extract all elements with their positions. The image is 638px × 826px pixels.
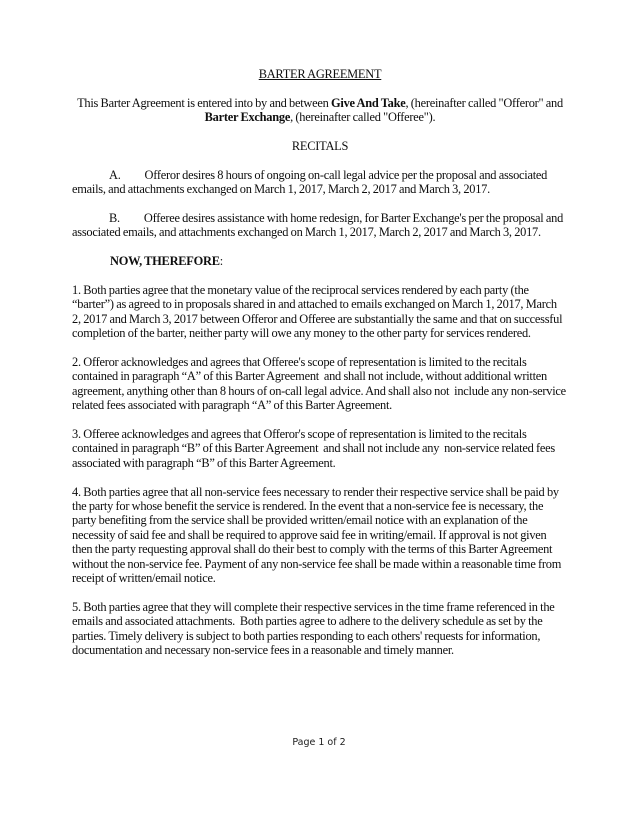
intro-text-1: This Barter Agreement is entered into by and between: [77, 95, 332, 110]
clause-4: 4. Both parties agree that all non-service fees necessary to render their respective service shall be paid by the party for whose benefit the service is rendered. In the event that a non-service fee is necessary, the party benefiting from the service shall be provided written/email notice with an explanation of the necessity of said fee and shall be required to approve said fee in writing/email. If approval is not given then the party requesting approval shall do their best to comply with the terms of this Barter Agreement without the non-service fee. Payment of any non-service fee shall be made within a reasonable time from receipt of written/email notice.: [72, 484, 564, 586]
now-therefore-line: [72, 254, 568, 268]
clause-3: 3. Offeree acknowledges and agrees that Offeror's scope of representation is limited to the recitals contained in paragraph “B” of this Barter Agreement and shall not include any non-service related fees associated with paragraph “B” of this Barter Agreement.: [72, 427, 558, 470]
clause-2: 2. Offeror acknowledges and agrees that Offeree's scope of representation is limited to the recitals contained in paragraph “A” of this Barter Agreement and shall not include, without additional written agreement, anything other than 8 hours of on-call legal advice. And shall also not include any non-service related fees associated with paragraph “A” of this Barter Agreement.: [72, 355, 569, 413]
recital-b-label: B.: [109, 211, 120, 225]
recital-a-label: A.: [109, 167, 121, 182]
clause-5: 5. Both parties agree that they will complete their respective services in the time frame referenced in the emails and associated attachments. Both parties agree to adhere to the delivery schedule as set by the parties. Timely delivery is subject to both parties responding to each others' requests for information, documentation and necessary non-service fees in a reasonable and timely manner.: [72, 599, 557, 658]
page-number: Page 1 of 2: [292, 737, 346, 748]
intro-text-2: , (hereinafter called "Offeror" and: [405, 95, 566, 110]
recitals-heading: RECITALS: [291, 139, 349, 153]
recital-b-text: Offeree desires assistance with home redesign, for Barter Exchange's per the proposal and associated emails, and attachments exchanged on March 1, 2017, March 2, 2017 and March 3, 2017.: [72, 211, 566, 240]
offeror-party-name: Give And Take: [331, 95, 406, 110]
recital-a: [72, 168, 568, 197]
intro-paragraph: [72, 96, 568, 125]
recital-a-text: Offeror desires 8 hours of ongoing on-call legal advice per the proposal and associated emails, and attachments exchanged on March 1, 2017, March 2, 2017 and March 3, 2017.: [72, 167, 550, 197]
recital-b: [72, 211, 568, 240]
now-therefore-text: NOW, THEREFORE: [110, 254, 220, 269]
document-title: BARTER AGREEMENT: [258, 67, 382, 81]
now-therefore-colon: :: [219, 254, 223, 269]
intro-text-3: , (hereinafter called "Offeree").: [290, 110, 436, 125]
offeree-party-name: Barter Exchange: [204, 110, 291, 125]
clause-1: 1. Both parties agree that the monetary value of the reciprocal services rendered by each party (the “barter”) as agreed to in proposals shared in and attached to emails exchanged on March 1, 2017, March 2, 2017 and March 3, 2017 between Offeror and Offeree are substantially the same and that on successful completion of the barter, neither party will owe any money to the other party for services rendered.: [72, 283, 565, 341]
